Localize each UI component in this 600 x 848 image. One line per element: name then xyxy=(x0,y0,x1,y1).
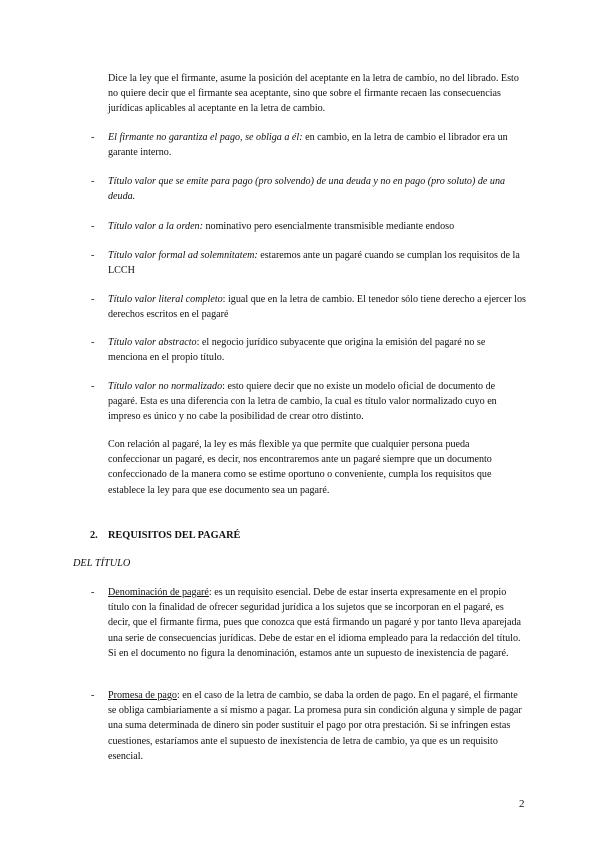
list-item-term: Título valor a la orden: xyxy=(108,221,203,232)
bullet-dash: - xyxy=(91,587,95,598)
list-item-term: Denominación de pagaré xyxy=(108,587,209,598)
list-item-term: Promesa de pago xyxy=(108,690,177,701)
list-item xyxy=(91,335,526,365)
subsection-heading: DEL TÍTULO xyxy=(73,558,131,569)
list-item xyxy=(91,219,526,234)
list-item-text: estaremos ante un pagaré cuando se cumplan los requisitos de la LCCH xyxy=(108,250,520,277)
list-item-term: Título valor no normalizado xyxy=(108,381,223,392)
bullet-dash: - xyxy=(91,690,95,701)
list-item-term: Título valor formal ad solemnitatem: xyxy=(108,250,258,261)
bullet-dash: - xyxy=(91,250,95,261)
list-item xyxy=(91,248,526,278)
list-item-text: : es un requisito esencial. Debe de estar inserta expresamente en el propio título con la finalidad de ofrecer seguridad jurídica a los sujetos que se incorporan en el pagaré, es decir, que el firmante firma, pues que conozca que está firmando un pagaré y por tanto lleva aparejada una serie de consecuencias jurídicas. Debe de estar en el idioma empleado para la redacción del título. Si en el documento no figura la denominación, estamos ante un supuesto de inexistencia de pagaré. xyxy=(108,587,521,659)
bullet-dash: - xyxy=(91,381,95,392)
list-item-text: : igual que en la letra de cambio. El tenedor sólo tiene derecho a ejercer los derechos escritos en el pagaré xyxy=(108,294,526,321)
list-item-text: nominativo pero esencialmente transmisible mediante endoso xyxy=(202,221,455,232)
list-item xyxy=(91,585,526,661)
section-heading xyxy=(90,528,240,543)
list-item-term: El firmante no garantiza el pago, se obliga a él: xyxy=(108,132,303,143)
section-title: REQUISITOS DEL PAGARÉ xyxy=(108,530,241,541)
relation-paragraph: Con relación al pagaré, la ley es más flexible ya que permite que cualquier persona pueda confeccionar un pagaré, es decir, nos encontraremos ante un pagaré siempre que un documento confeccionado de la manera como se estime oportuno o conveniente, cumpla los requisitos que establece la ley para que ese documento sea un pagaré. xyxy=(108,439,492,496)
list-item xyxy=(91,379,526,425)
bullet-dash: - xyxy=(91,176,95,187)
bullet-dash: - xyxy=(91,132,95,143)
list-item-term: Título valor que se emite para pago (pro solvendo) de una deuda y no en pago (pro soluto) de una deuda. xyxy=(108,176,506,203)
list-item-text: : esto quiere decir que no existe un modelo oficial de documento de pagaré. Esta es una diferencia con la letra de cambio, la cual es título valor normalizado cuyo en impreso es único y no cabe la posibilidad de crear otro distinto. xyxy=(108,381,497,423)
bullet-dash: - xyxy=(91,337,95,348)
list-item-text: : el negocio jurídico subyacente que origina la emisión del pagaré no se menciona en el propio título. xyxy=(108,337,486,364)
page-number: 2 xyxy=(519,798,525,810)
bullet-dash: - xyxy=(91,221,95,232)
list-item-term: Título valor abstracto xyxy=(108,337,197,348)
list-item xyxy=(91,688,526,764)
intro-paragraph: Dice la ley que el firmante, asume la posición del aceptante en la letra de cambio, no del librado. Esto no quiere decir que el firmante sea aceptante, sino que sobre el firmante recaen las consecuencias jurídicas aplicables al aceptante en la letra de cambio. xyxy=(108,73,519,115)
list-item-text: : en el caso de la letra de cambio, se daba la orden de pago. En el pagaré, el firmante se obliga cambiariamente a sí mismo a pagar. La promesa pura sin condición alguna y simple de pagar una suma determinada de dinero sin poder sustituir el pago por otra prestación. Si se infringen estas cuestiones, estaríamos ante el supuesto de inexistencia de letra de cambio, ya que es un requisito esencial. xyxy=(108,690,522,762)
list-item-term: Título valor literal completo xyxy=(108,294,223,305)
section-number: 2. xyxy=(90,530,98,541)
list-item-text: en cambio, en la letra de cambio el librador era un garante interno. xyxy=(108,132,508,159)
bullet-dash: - xyxy=(91,294,95,305)
list-item xyxy=(91,130,526,160)
list-item xyxy=(91,174,526,204)
list-item xyxy=(91,292,526,322)
